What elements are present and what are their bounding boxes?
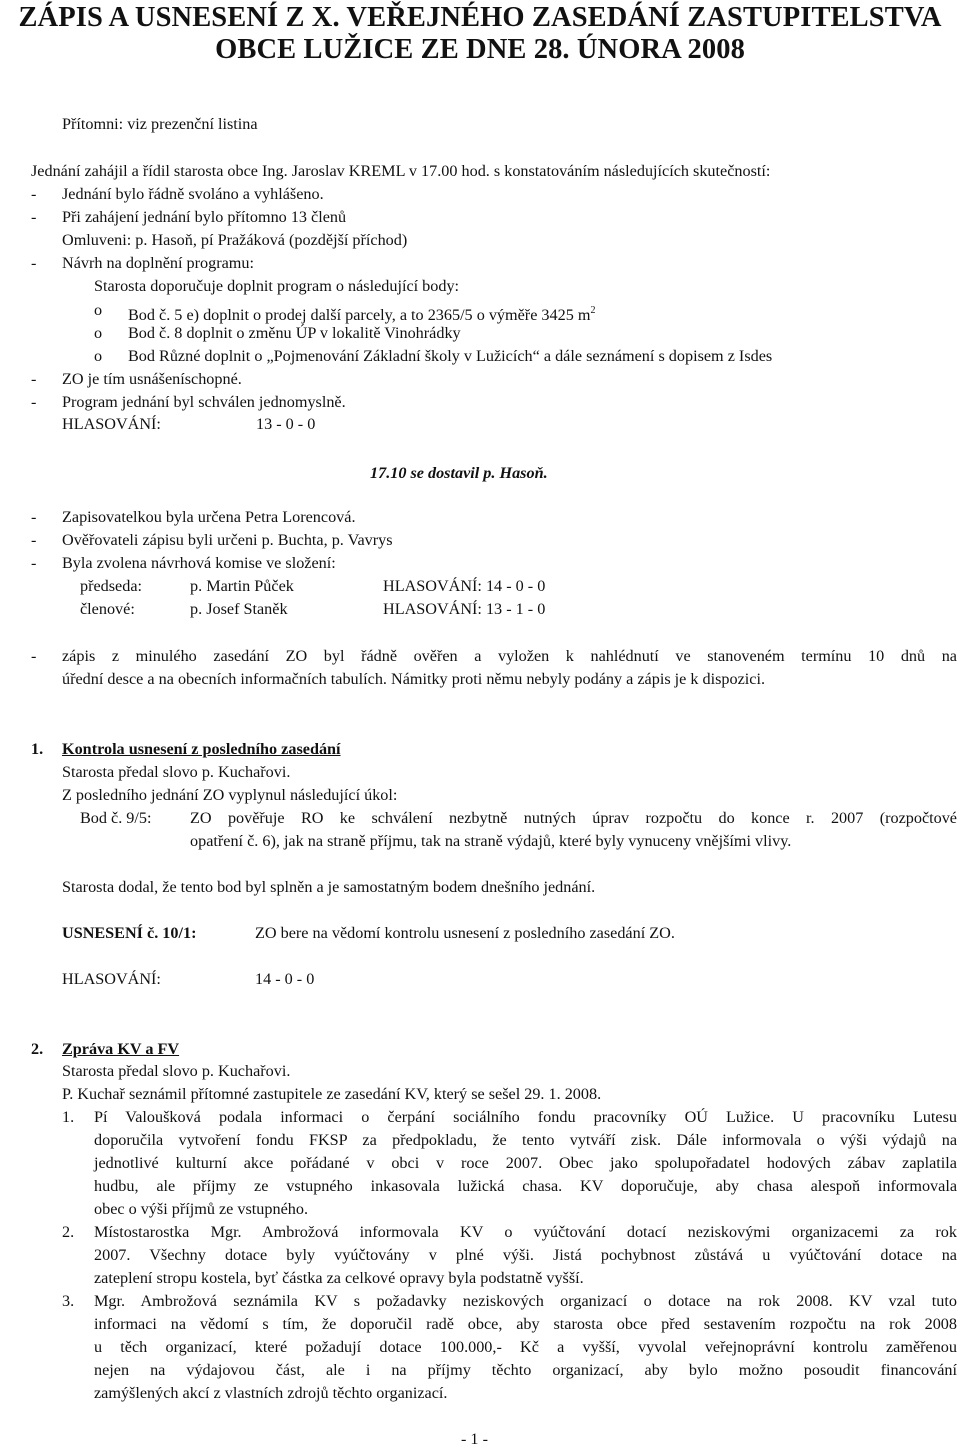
page-number: - 1 -	[461, 1430, 488, 1448]
commission-name-2: p. Josef Staněk	[190, 600, 288, 618]
opening-line: Jednání zahájil a řídil starosta obce Ing. Jaroslav KREML v 17.00 hod. s konstatováním následujících skutečností:	[31, 162, 771, 180]
section2-heading: Zpráva KV a FV	[62, 1040, 180, 1058]
role-text-2: Ověřovateli zápisu byli určeni p. Buchta, p. Vavrys	[62, 531, 393, 549]
section2-line2: P. Kuchař seznámil přítomné zastupitele ze zasedání KV, který se sešel 29. 1. 2008.	[62, 1085, 602, 1103]
report-item-3-line4: nejen na výdajovou část, ale i na příjmy těchto organizací, aby bylo možno posoudit financování	[94, 1361, 957, 1379]
arrival-note: 17.10 se dostavil p. Hasoň.	[370, 464, 548, 482]
minutes-note-line2: úřední desce a na obecních informačních tabulích. Námitky proti němu nebyly podány a zápis je k dispozici.	[62, 670, 766, 688]
section1-fulfilled: Starosta dodal, že tento bod byl splněn a je samostatným bodem dnešního jednání.	[62, 878, 596, 896]
section1-vote-label: HLASOVÁNÍ:	[62, 970, 161, 988]
section1-line2: Z posledního jednání ZO vyplynul následující úkol:	[62, 786, 398, 804]
section1-task-line1: ZO pověřuje RO ke schválení nezbytně nutných úprav rozpočtu do konce r. 2007 (rozpočtové	[190, 809, 957, 827]
role-text-3: Byla zvolena návrhová komise ve složení:	[62, 554, 336, 572]
report-item-2-number: 2.	[62, 1223, 75, 1241]
fact-dash-1: -	[31, 185, 37, 203]
program-proposal-text: Návrh na doplnění programu:	[62, 254, 254, 272]
fact-dash-2: -	[31, 208, 37, 226]
role-text-1: Zapisovatelkou byla určena Petra Lorencová.	[62, 508, 356, 526]
commission-role-1: předseda:	[80, 577, 143, 595]
report-item-1-line3: jednotlivé kulturní akce pořádané v obci v roce 2007. Obec jako spolupořadatel hodových zábav zaplatila	[94, 1154, 957, 1172]
report-item-1-line1: Pí Valoušková podala informaci o čerpání sociálního fondu pracovníky OÚ Lužice. U pracovníku Lutesu	[94, 1108, 957, 1126]
section1-resolution-label: USNESENÍ č. 10/1:	[62, 924, 197, 942]
report-item-1-number: 1.	[62, 1108, 75, 1126]
section2-number: 2.	[31, 1040, 44, 1058]
report-item-2-line1: Místostarostka Mgr. Ambrožová informovala KV o vyúčtování dotací neziskovými organizacemi za rok	[94, 1223, 957, 1241]
document-title-line2: OBCE LUŽICE ZE DNE 28. ÚNORA 2008	[215, 34, 745, 65]
commission-vote-2: HLASOVÁNÍ: 13 - 1 - 0	[383, 600, 546, 618]
approved-text: Program jednání byl schválen jednomyslně.	[62, 393, 346, 411]
report-item-3-number: 3.	[62, 1292, 75, 1310]
program-intro-line: Starosta doporučuje doplnit program o následující body:	[94, 277, 460, 295]
program-item-1: Bod č. 5 e) doplnit o prodej další parcely, a to 2365/5 o výměře 3425 $m^2$	[128, 305, 596, 324]
quorum-dash: -	[31, 370, 37, 388]
attendance-line: Přítomni: viz prezenční listina	[62, 115, 258, 133]
role-dash-1: -	[31, 508, 37, 526]
section1-task-line2: opatření č. 6), jak na straně příjmu, tak na straně výdajů, které byly vynuceny vnějšími vlivy.	[190, 832, 792, 850]
commission-vote-1: HLASOVÁNÍ: 14 - 0 - 0	[383, 577, 546, 595]
quorum-text: ZO je tím usnášeníschopné.	[62, 370, 242, 388]
minutes-note-dash: -	[31, 647, 37, 665]
report-item-1-line5: obec o výši příjmů ze vstupného.	[94, 1200, 308, 1218]
program-proposal-dash: -	[31, 254, 37, 272]
role-dash-2: -	[31, 531, 37, 549]
commission-role-2: členové:	[80, 600, 135, 618]
minutes-note-line1: zápis z minulého zasedání ZO byl řádně ověřen a vyložen k nahlédnutí ve stanoveném termínu 10 dnů na	[62, 647, 957, 665]
report-item-3-line5: zamýšlených akcí z vlastních zdrojů těchto organizací.	[94, 1384, 448, 1402]
section1-vote-result: 14 - 0 - 0	[255, 970, 315, 988]
approved-dash: -	[31, 393, 37, 411]
program-item-2: Bod č. 8 doplnit o změnu ÚP v lokalitě Vinohrádky	[128, 324, 461, 342]
commission-name-1: p. Martin Půček	[190, 577, 294, 595]
role-dash-3: -	[31, 554, 37, 572]
report-item-3-line1: Mgr. Ambrožová seznámila KV s požadavky neziskových organizací o dotace na rok 2008. KV vzal tuto	[94, 1292, 957, 1310]
report-item-1-line2: doporučila vytvoření fondu FKSP za předpokladu, že tento vytváří zisk. Dále informovala o výši výdajů na	[94, 1131, 957, 1149]
report-item-1-line4: hudbu, ale příjmy ze vstupného inkasovala lužická chasa. KV doporučuje, aby chasa alespoň informovala	[94, 1177, 957, 1195]
section1-resolution-text: ZO bere na vědomí kontrolu usnesení z posledního zasedání ZO.	[255, 924, 675, 942]
excused-line: Omluveni: p. Hasoň, pí Pražáková (pozdější příchod)	[62, 231, 408, 249]
section1-heading: Kontrola usnesení z posledního zasedání	[62, 740, 341, 758]
report-item-3-line2: informaci na vědomí s tím, že doporučil radě obce, aby starosta obce před sestavením rozpočtu na rok 2008	[94, 1315, 957, 1333]
section1-line1: Starosta předal slovo p. Kuchařovi.	[62, 763, 291, 781]
program-vote-label: HLASOVÁNÍ:	[62, 415, 161, 433]
section2-line1: Starosta předal slovo p. Kuchařovi.	[62, 1062, 291, 1080]
fact-text-2: Při zahájení jednání bylo přítomno 13 členů	[62, 208, 347, 226]
section1-task-label: Bod č. 9/5:	[80, 809, 152, 827]
program-bullet-2: o	[94, 324, 103, 342]
report-item-2-line3: zateplení stropu kostela, byť částka za celkové opravy byla podstatně vyšší.	[94, 1269, 584, 1287]
program-vote-result: 13 - 0 - 0	[256, 415, 316, 433]
program-item-3: Bod Různé doplnit o „Pojmenování Základní školy v Lužicích“ a dále seznámení s dopisem z Isdes	[128, 347, 773, 365]
report-item-2-line2: 2007. Všechny dotace byly vyúčtovány v plné výši. Jistá pochybnost zůstává u vyúčtování dotace na	[94, 1246, 957, 1264]
fact-text-1: Jednání bylo řádně svoláno a vyhlášeno.	[62, 185, 324, 203]
document-title-line1: ZÁPIS A USNESENÍ Z X. VEŘEJNÉHO ZASEDÁNÍ ZASTUPITELSTVA	[18, 2, 942, 33]
program-bullet-3: o	[94, 347, 103, 365]
section1-number: 1.	[31, 740, 44, 758]
program-bullet-1: o	[94, 301, 103, 319]
superscript-2: 2	[590, 305, 596, 316]
report-item-3-line3: u těch organizací, které požadují dotace 100.000,- Kč a vyšší, vyvolal veřejnoprávní kontrolu zaměřenou	[94, 1338, 957, 1356]
